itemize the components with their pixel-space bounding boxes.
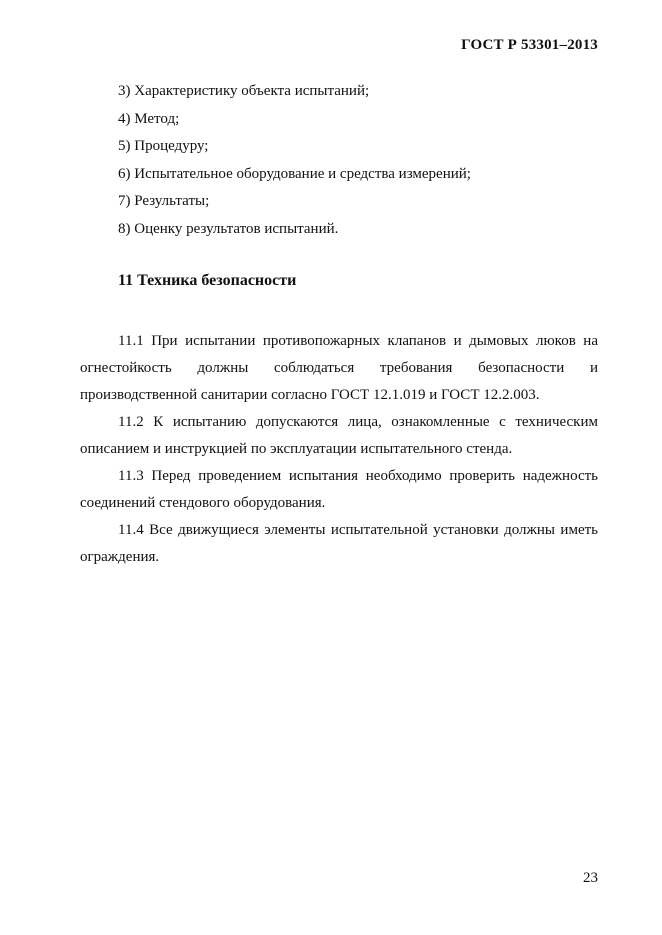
list-item: 4) Метод; bbox=[118, 110, 180, 127]
section-title: 11 Техника безопасности bbox=[118, 272, 297, 289]
section-body bbox=[80, 328, 598, 571]
list-item: 5) Процедуру; bbox=[118, 138, 209, 154]
report-contents-list bbox=[118, 78, 471, 243]
paragraph-11-2: 11.2 К испытанию допускаются лица, ознакомленные с техническим описанием и инструкцией по эксплуатации испытательного стенда. bbox=[80, 414, 598, 457]
list-item: 8) Оценку результатов испытаний. bbox=[118, 220, 339, 237]
list-item: 7) Результаты; bbox=[118, 193, 210, 209]
document-code: ГОСТ Р 53301–2013 bbox=[461, 37, 598, 53]
paragraph-11-1: 11.1 При испытании противопожарных клапанов и дымовых люков на огнестойкость должны соблюдаться требования безопасности и производственной санитарии согласно ГОСТ 12.1.019 и ГОСТ 12.2.003. bbox=[80, 333, 598, 403]
page-number: 23 bbox=[583, 870, 598, 886]
list-item: 3) Характеристику объекта испытаний; bbox=[118, 83, 370, 99]
list-item: 6) Испытательное оборудование и средства измерений; bbox=[118, 165, 471, 182]
paragraph-11-4: 11.4 Все движущиеся элементы испытательной установки должны иметь ограждения. bbox=[80, 522, 598, 565]
paragraph-11-3: 11.3 Перед проведением испытания необходимо проверить надежность соединений стендового оборудования. bbox=[80, 468, 598, 511]
